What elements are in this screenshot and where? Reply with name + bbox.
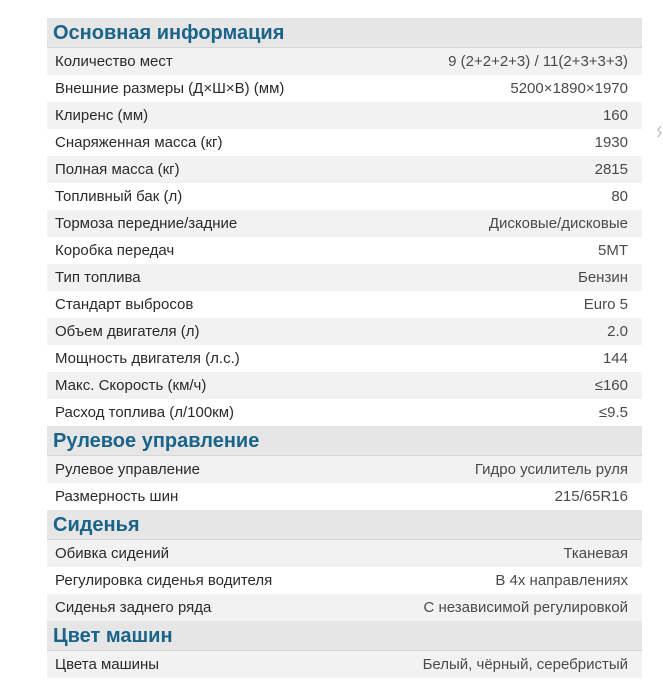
spec-value: Дисковые/дисковые [488, 215, 628, 232]
spec-row [47, 540, 642, 567]
spec-value: 160 [602, 107, 628, 124]
spec-label: Тип топлива [55, 269, 141, 286]
spec-value: В 4х направлениях [495, 572, 628, 589]
spec-label: Тормоза передние/задние [55, 215, 238, 232]
edge-fragment-icon [656, 124, 663, 140]
section-header: Основная информация [47, 18, 642, 48]
spec-label: Регулировка сиденья водителя [55, 572, 273, 589]
spec-value: Тканевая [563, 545, 628, 562]
section-colors [47, 621, 642, 678]
spec-row [47, 156, 642, 183]
spec-label: Снаряженная масса (кг) [55, 134, 223, 151]
spec-row [47, 456, 642, 483]
spec-value: Белый, чёрный, серебристый [422, 656, 628, 673]
spec-value: Euro 5 [583, 296, 628, 313]
spec-label: Внешние размеры (Д×Ш×В) (мм) [55, 80, 285, 97]
spec-label: Коробка передач [55, 242, 175, 259]
spec-row [47, 129, 642, 156]
spec-label: Топливный бак (л) [55, 188, 183, 205]
section-seats [47, 510, 642, 621]
spec-row [47, 291, 642, 318]
spec-value: 80 [611, 188, 628, 205]
spec-row [47, 75, 642, 102]
spec-value: ≤9.5 [598, 404, 628, 421]
spec-value: 9 (2+2+2+3) / 11(2+3+3+3) [448, 53, 628, 70]
spec-label: Сиденья заднего ряда [55, 599, 212, 616]
spec-value: 2815 [594, 161, 628, 178]
spec-row [47, 237, 642, 264]
spec-value: 144 [602, 350, 628, 367]
spec-label: Стандарт выбросов [55, 296, 194, 313]
spec-row [47, 594, 642, 621]
spec-label: Рулевое управление [55, 461, 200, 478]
spec-value: 2.0 [607, 323, 628, 340]
section-steering [47, 426, 642, 510]
spec-row [47, 651, 642, 678]
spec-row [47, 48, 642, 75]
section-rows [47, 48, 642, 426]
section-rows [47, 651, 642, 678]
spec-row [47, 345, 642, 372]
spec-row [47, 210, 642, 237]
spec-row [47, 318, 642, 345]
spec-value: 5МТ [598, 242, 628, 259]
spec-label: Расход топлива (л/100км) [55, 404, 235, 421]
spec-label: Обивка сидений [55, 545, 170, 562]
spec-value: 215/65R16 [554, 488, 628, 505]
spec-label: Макс. Скорость (км/ч) [55, 377, 207, 394]
spec-value: Бензин [577, 269, 628, 286]
spec-label: Количество мест [55, 53, 173, 70]
section-main-info [47, 18, 642, 426]
spec-value: 1930 [594, 134, 628, 151]
spec-row [47, 567, 642, 594]
section-header: Рулевое управление [47, 426, 642, 456]
spec-label: Мощность двигателя (л.с.) [55, 350, 240, 367]
spec-row [47, 183, 642, 210]
spec-value: ≤160 [594, 377, 628, 394]
spec-label: Полная масса (кг) [55, 161, 180, 178]
spec-label: Цвета машины [55, 656, 160, 673]
spec-row [47, 264, 642, 291]
spec-label: Размерность шин [55, 488, 179, 505]
spec-value: 5200×1890×1970 [510, 80, 628, 97]
spec-value: Гидро усилитель руля [474, 461, 628, 478]
section-header: Цвет машин [47, 621, 642, 651]
section-rows [47, 456, 642, 510]
spec-sheet [47, 18, 642, 678]
spec-row [47, 372, 642, 399]
spec-label: Клиренс (мм) [55, 107, 149, 124]
spec-label: Объем двигателя (л) [55, 323, 200, 340]
spec-row [47, 399, 642, 426]
spec-row [47, 102, 642, 129]
section-header: Сиденья [47, 510, 642, 540]
section-rows [47, 540, 642, 621]
spec-row [47, 483, 642, 510]
spec-value: С независимой регулировкой [423, 599, 628, 616]
